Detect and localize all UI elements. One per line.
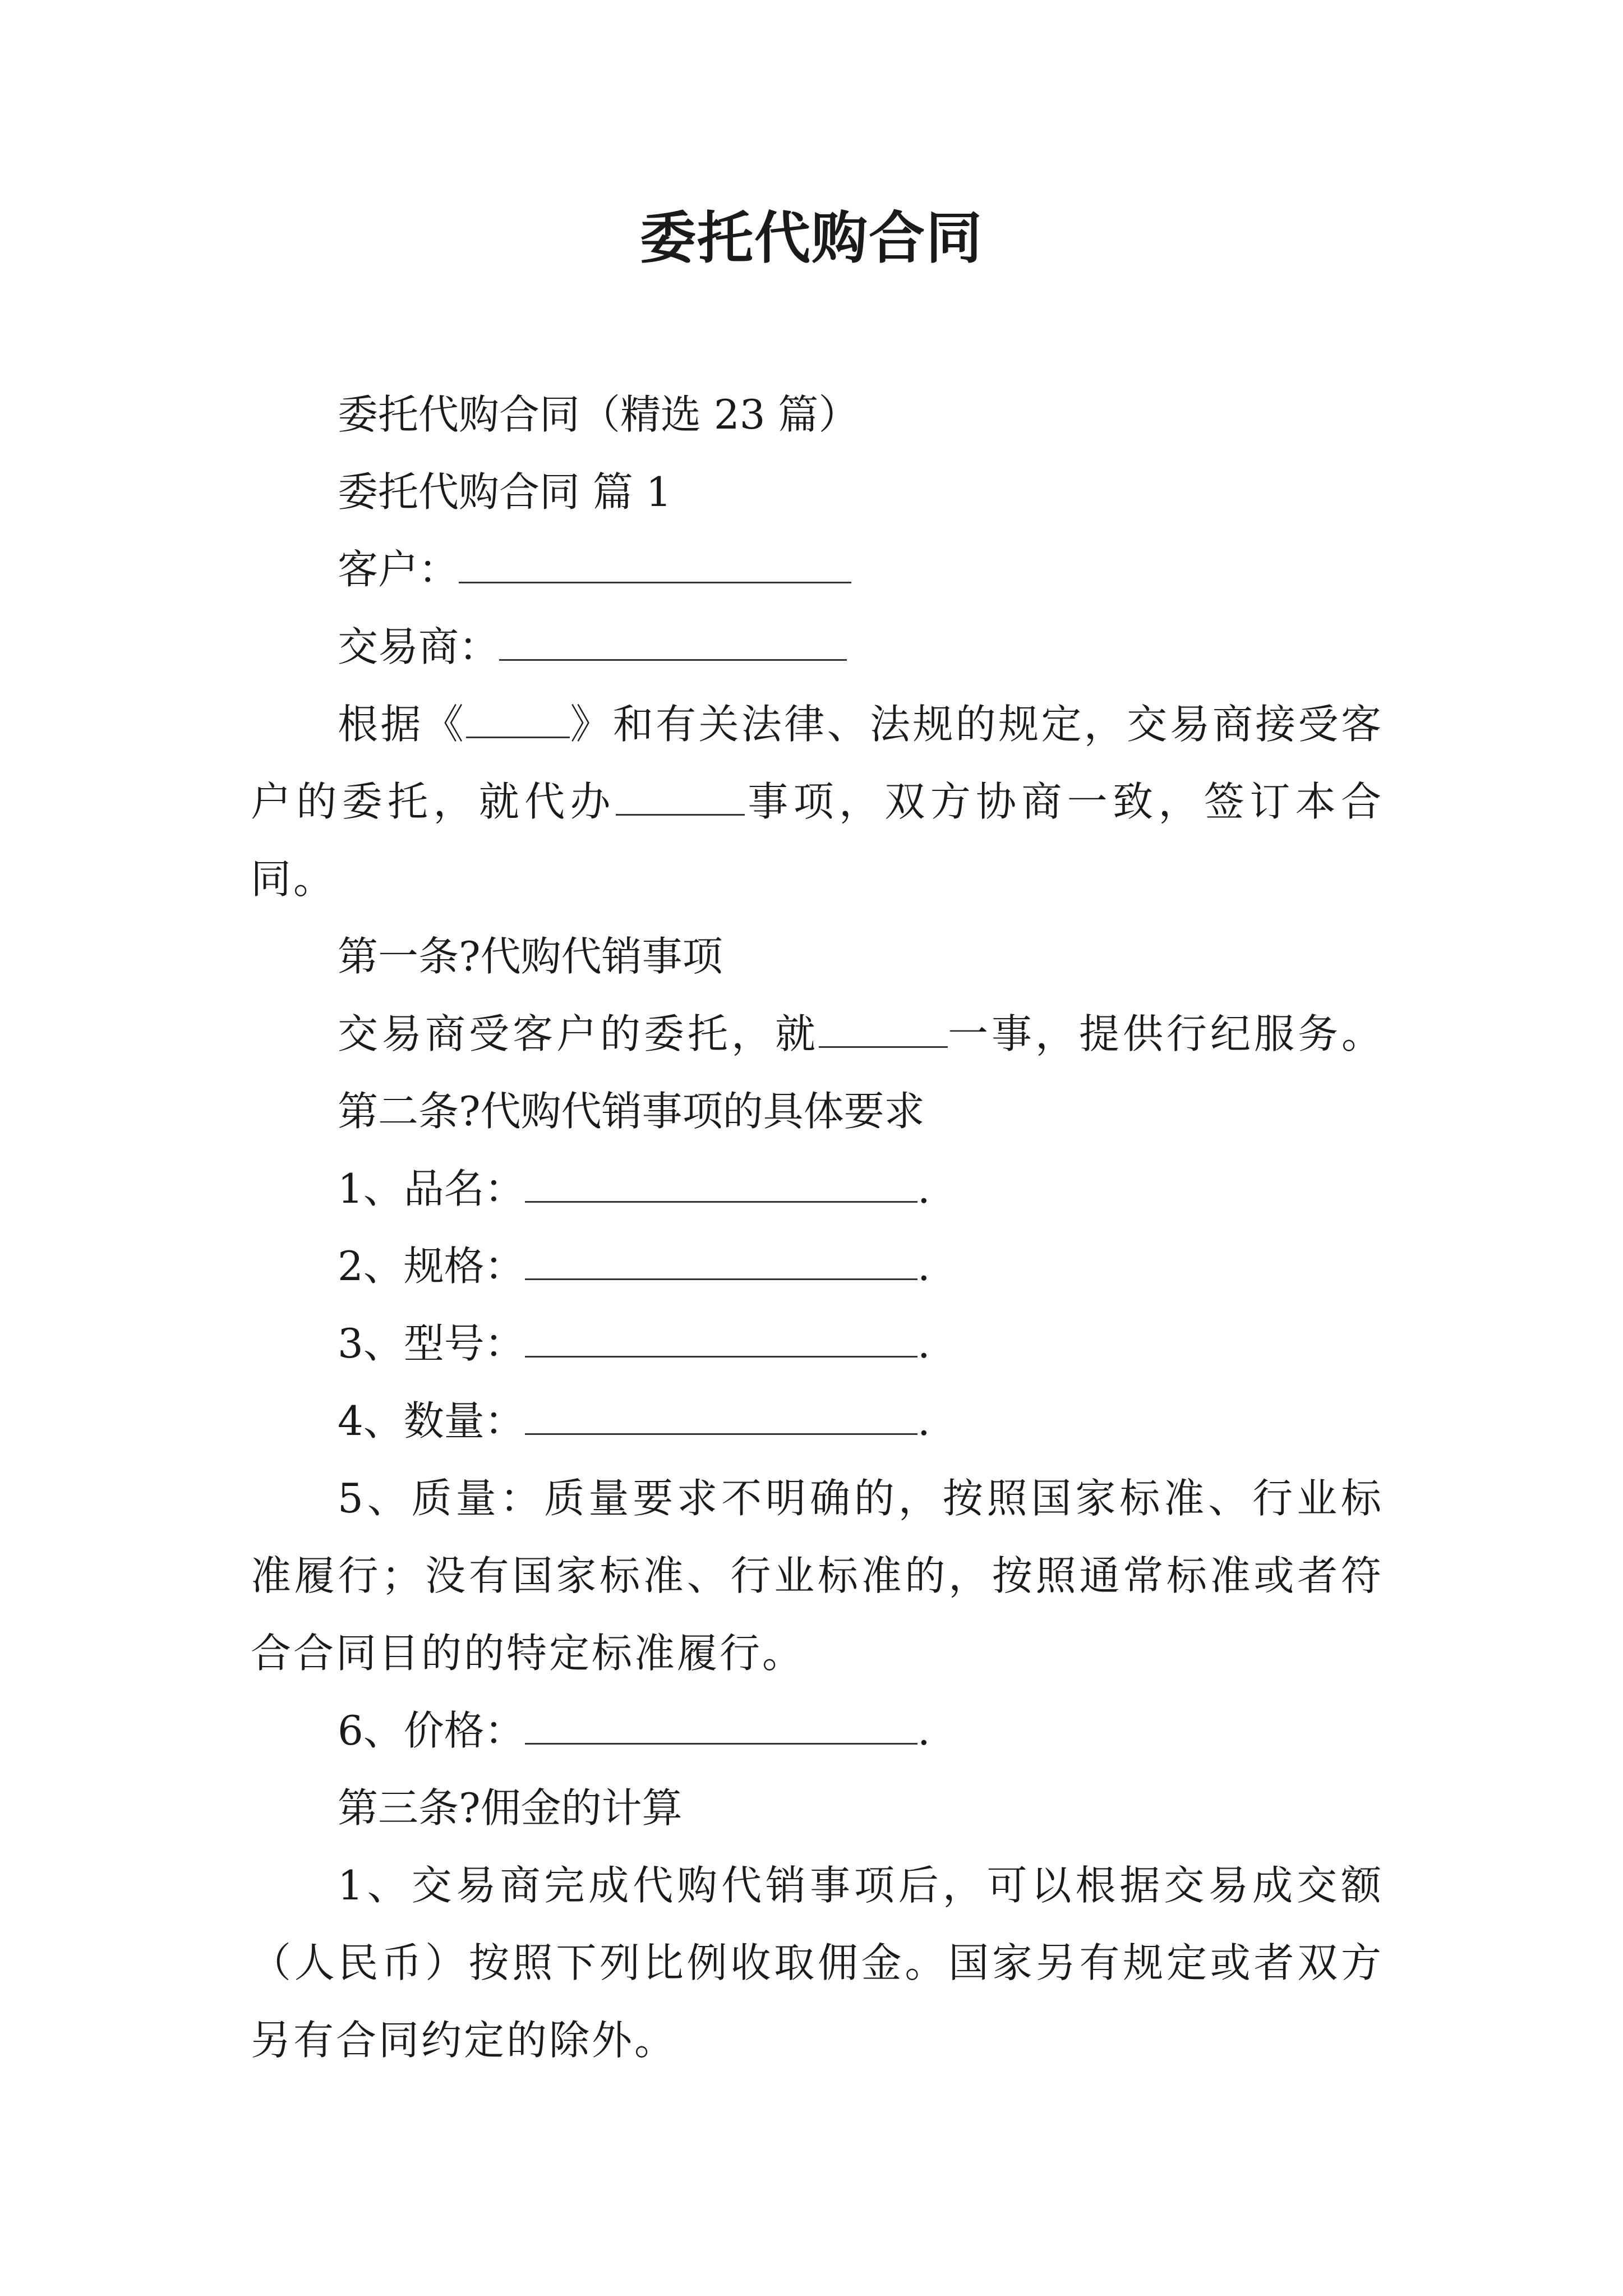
article-1-part-a: 交易商受客户的委托，就 (338, 1010, 819, 1057)
client-blank (459, 545, 851, 583)
item-2-blank (525, 1242, 917, 1280)
article-1-body (251, 995, 1384, 1073)
commission-paragraph: 1、交易商完成代购代销事项后，可以根据交易成交额（人民币）按照下列比例收取佣金。国家另有规定或者双方另有合同约定的除外。 (251, 1862, 1384, 2064)
article-3-heading: 第三条?佣金的计算 (338, 1784, 683, 1832)
item-2-label: 2、规格： (338, 1243, 525, 1290)
preamble-part-c: 事项，双方协商一致，签订本合同。 (251, 778, 1384, 903)
item-price (251, 1692, 1384, 1769)
subtitle-paragraph: 委托代购合同（精选 23 篇） (338, 391, 859, 438)
document-body (251, 376, 1384, 2079)
item-3-end: . (917, 1320, 930, 1367)
item-quantity (251, 1382, 1384, 1460)
item-3-blank (525, 1319, 917, 1358)
item-product-name (251, 1150, 1384, 1227)
preamble-paragraph (251, 685, 1384, 918)
article-2-heading: 第二条?代购代销事项的具体要求 (338, 1088, 925, 1135)
item-4-label: 4、数量： (338, 1397, 525, 1444)
dealer-line (251, 608, 1384, 685)
item-quality: 5、质量：质量要求不明确的，按照国家标准、行业标准履行；没有国家标准、行业标准的，按照通常标准或者符合合同目的的特定标准履行。 (251, 1475, 1384, 1677)
document-title: 委托代购合同 (640, 205, 983, 271)
item-6-label: 6、价格： (338, 1707, 525, 1754)
item-4-end: . (917, 1397, 930, 1444)
article-1-blank (819, 1010, 948, 1048)
item-4-blank (525, 1397, 917, 1435)
matter-blank (616, 777, 745, 816)
item-6-blank (525, 1706, 917, 1745)
item-3-label: 3、型号： (338, 1320, 525, 1367)
item-spec (251, 1227, 1384, 1305)
dealer-label: 交易商： (338, 623, 500, 670)
article-1-heading: 第一条?代购代销事项 (338, 933, 723, 980)
item-1-end: . (917, 1165, 930, 1212)
article-1-part-b: 一事，提供行纪服务。 (948, 1010, 1386, 1057)
preamble-part-a: 根据《 (338, 701, 467, 748)
item-2-end: . (917, 1243, 930, 1290)
client-line (251, 531, 1384, 608)
item-1-blank (525, 1165, 917, 1203)
dealer-blank (499, 623, 847, 661)
item-model (251, 1305, 1384, 1382)
preamble-part-b: 》和有关法律、法规的规定，交易商接受客户的委托，就代办 (251, 701, 1384, 825)
client-label: 客户： (338, 546, 459, 593)
section-heading: 委托代购合同 篇 1 (338, 468, 672, 516)
item-1-label: 1、品名： (338, 1165, 525, 1212)
item-6-end: . (917, 1707, 930, 1754)
law-name-blank (466, 700, 570, 738)
